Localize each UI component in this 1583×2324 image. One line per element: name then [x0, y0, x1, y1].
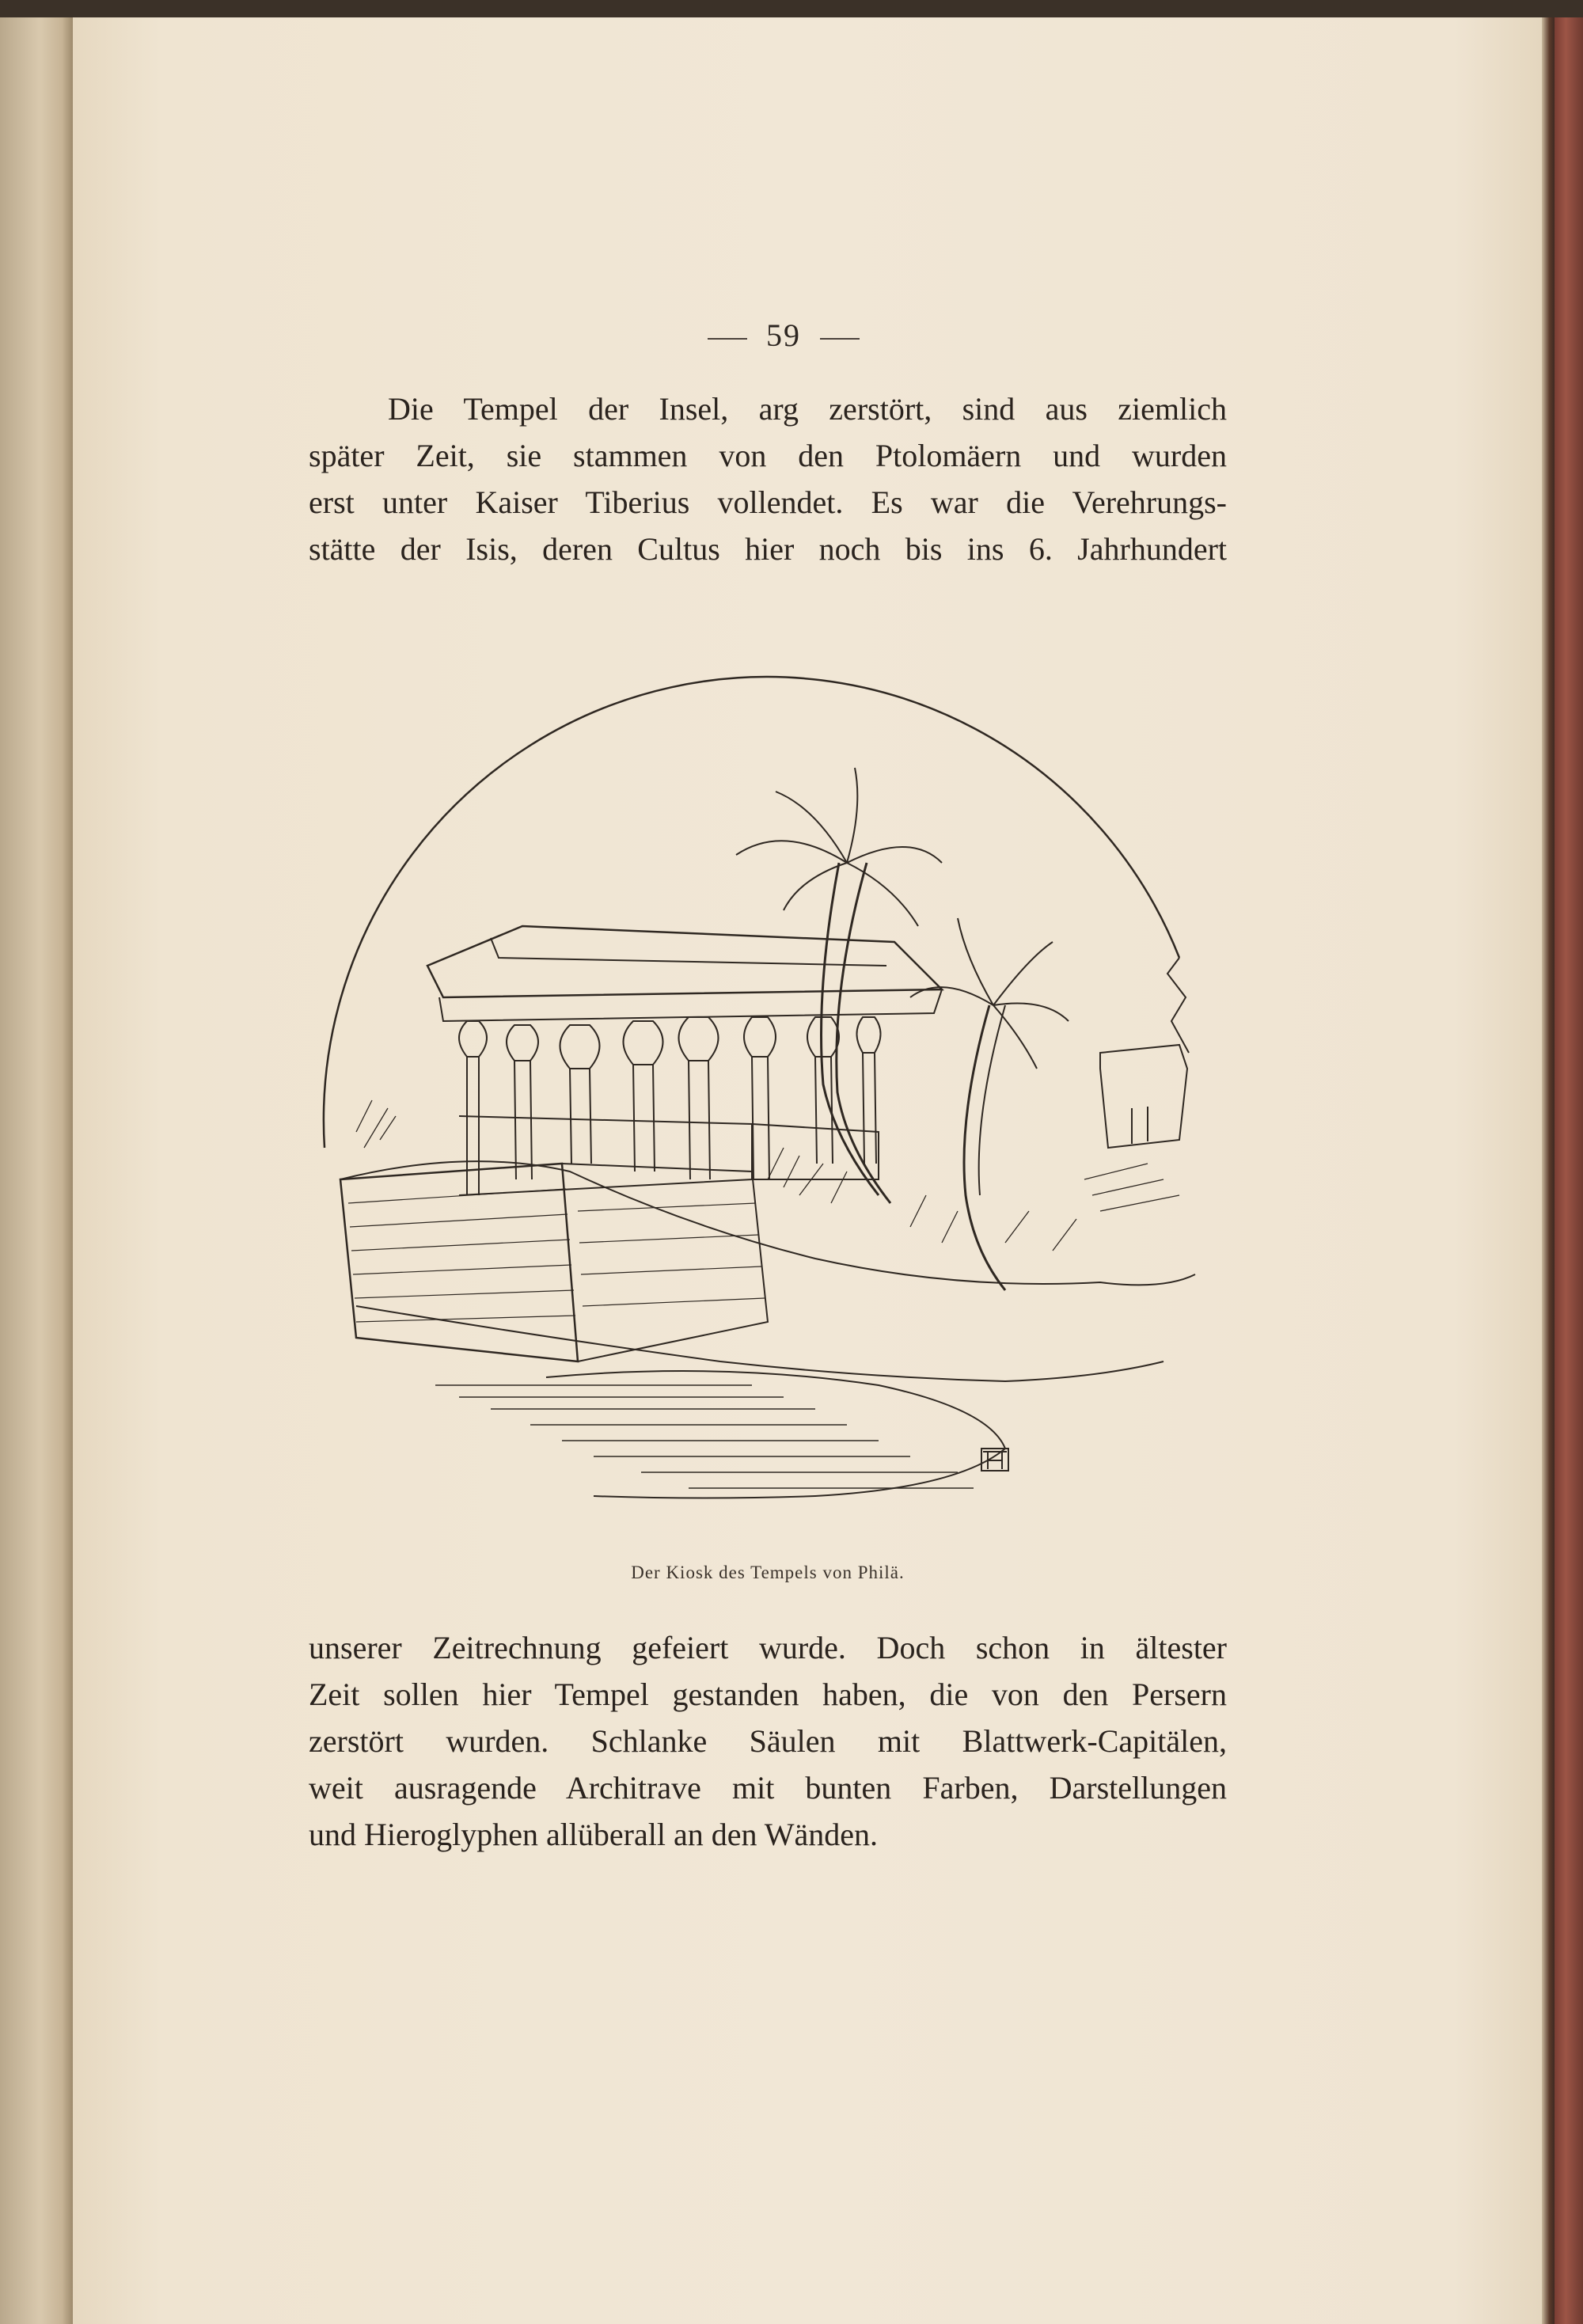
text-line: zerstört wurden. Schlanke Säulen mit Blattwerk-Capitälen,	[309, 1723, 1227, 1759]
book-top-edge	[0, 0, 1583, 17]
text-line: unserer Zeitrechnung gefeiert wurde. Doch schon in ältester	[309, 1630, 1227, 1665]
page-number-value: 59	[766, 317, 801, 353]
figure-caption: Der Kiosk des Tempels von Philä.	[631, 1563, 905, 1582]
page-number-dash-right	[820, 338, 860, 340]
text-line: später Zeit, sie stammen von den Ptolomäern und wurden	[309, 438, 1227, 473]
text-line: Die Tempel der Insel, arg zerstört, sind aus ziemlich	[388, 391, 1227, 427]
page-number-dash-left	[708, 338, 747, 340]
paragraph-bottom	[309, 1624, 1227, 1858]
text-line: und Hieroglyphen allüberall an den Wänden.	[309, 1817, 879, 1852]
page-edge-shadow	[1542, 17, 1555, 2324]
text-line: stätte der Isis, deren Cultus hier noch bis ins 6. Jahrhundert	[309, 531, 1227, 567]
book-cover-edge	[1555, 17, 1583, 2324]
artist-monogram-icon	[981, 1449, 1008, 1471]
temple-kiosk-illustration	[309, 625, 1227, 1567]
paragraph-top	[309, 385, 1227, 572]
text-line: weit ausragende Architrave mit bunten Farben, Darstellungen	[309, 1770, 1227, 1806]
text-line: erst unter Kaiser Tiberius vollendet. Es war die Verehrungs-	[309, 484, 1227, 520]
text-line: Zeit sollen hier Tempel gestanden haben, die von den Persern	[309, 1677, 1227, 1712]
book-binding	[0, 17, 73, 2324]
page-number	[649, 317, 918, 354]
